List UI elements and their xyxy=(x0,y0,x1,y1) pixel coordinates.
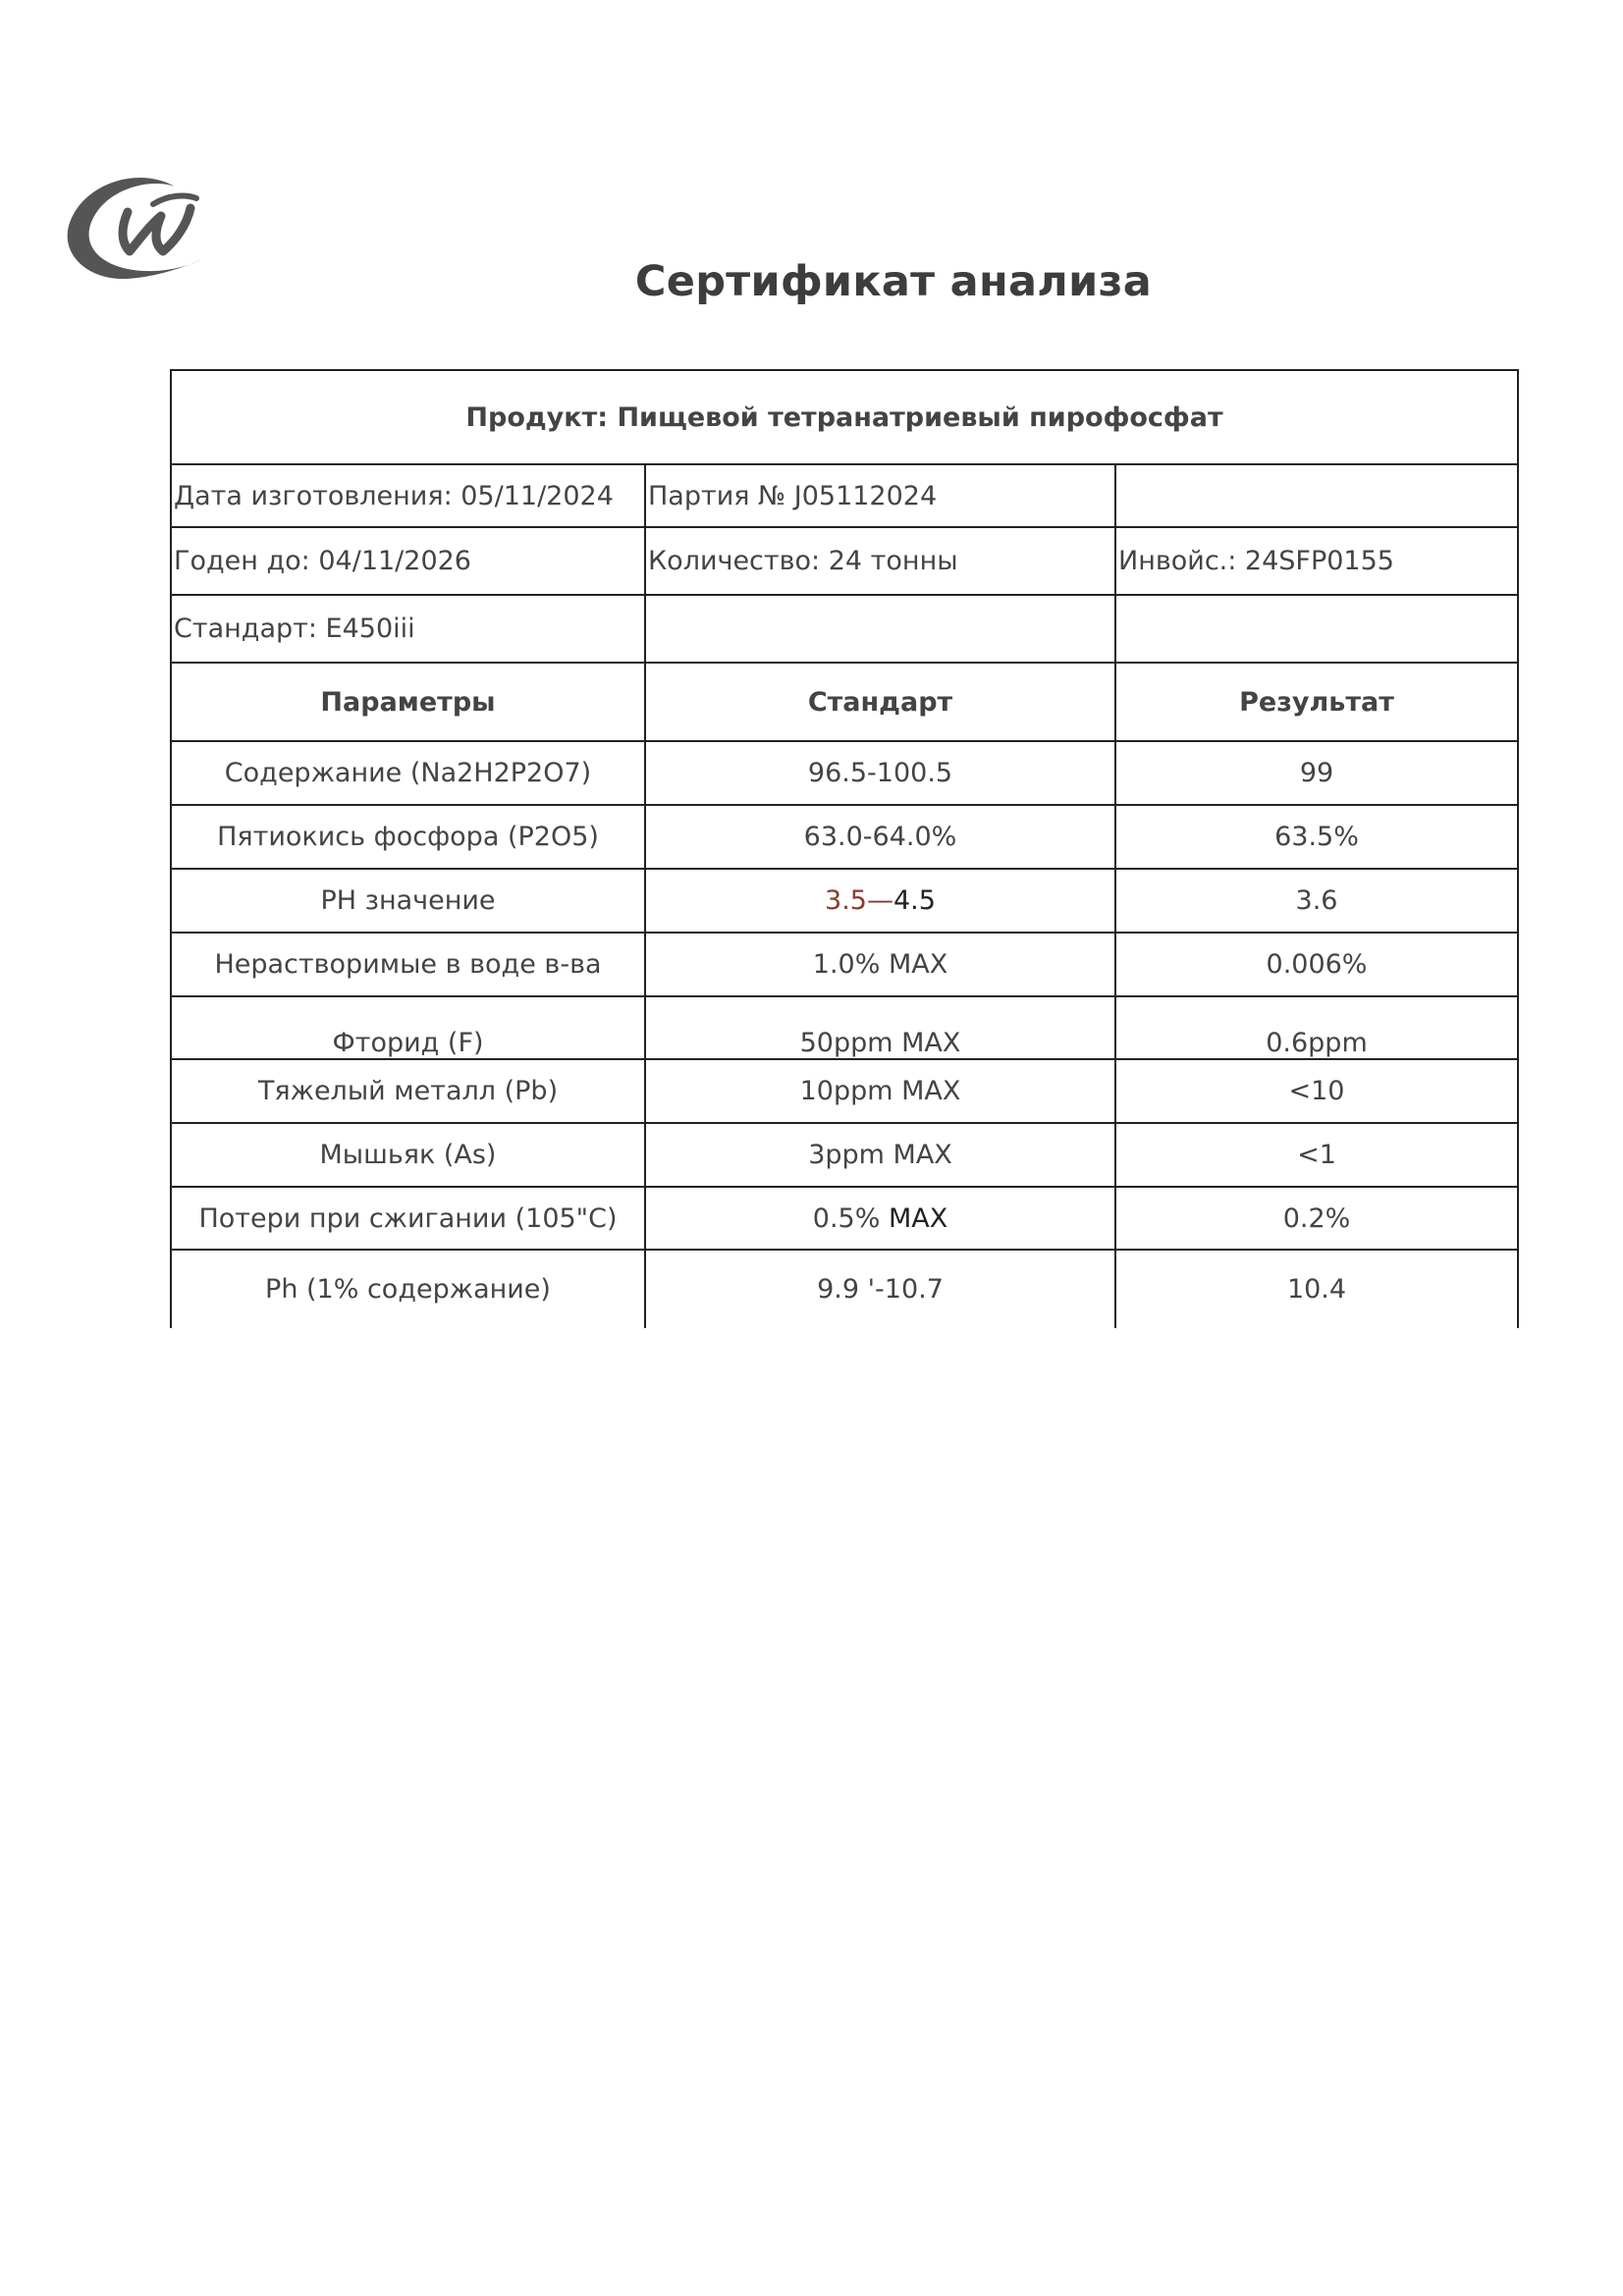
quantity: Количество: 24 тонны xyxy=(645,527,1115,595)
table-row xyxy=(171,1250,1518,1328)
result-value: 63.5% xyxy=(1115,805,1518,869)
info-row-3 xyxy=(171,595,1518,663)
standard-value xyxy=(645,869,1115,933)
parameter-name: Содержание (Na2H2P2O7) xyxy=(171,741,645,805)
empty-cell xyxy=(1115,595,1518,663)
result-value: 0.6ppm xyxy=(1115,996,1518,1059)
header-result: Результат xyxy=(1115,663,1518,741)
standard-max: 4.5 xyxy=(893,885,936,916)
table-row xyxy=(171,1123,1518,1187)
standard-max-label: MAX xyxy=(888,1202,948,1234)
table-row xyxy=(171,1187,1518,1250)
table-row xyxy=(171,741,1518,805)
parameter-name: Потери при сжигании (105"C) xyxy=(171,1187,645,1250)
table-row xyxy=(171,869,1518,933)
header-parameters: Параметры xyxy=(171,663,645,741)
expiry-date: Годен до: 04/11/2026 xyxy=(171,527,645,595)
standard-code: Стандарт: E450iii xyxy=(171,595,645,663)
parameter-name: Фторид (F) xyxy=(171,996,645,1059)
result-value: 0.006% xyxy=(1115,933,1518,996)
parameter-name: Нерастворимые в воде в-ва xyxy=(171,933,645,996)
parameter-name: Тяжелый металл (Pb) xyxy=(171,1059,645,1123)
standard-value xyxy=(645,1187,1115,1250)
result-value: 10.4 xyxy=(1115,1250,1518,1328)
result-value: 99 xyxy=(1115,741,1518,805)
result-value: <1 xyxy=(1115,1123,1518,1187)
result-value: 0.2% xyxy=(1115,1187,1518,1250)
standard-dash: — xyxy=(867,885,893,916)
product-row xyxy=(171,370,1518,464)
parameter-name: Мышьяк (As) xyxy=(171,1123,645,1187)
standard-value: 1.0% MAX xyxy=(645,933,1115,996)
table-row xyxy=(171,805,1518,869)
empty-cell xyxy=(645,595,1115,663)
result-value: <10 xyxy=(1115,1059,1518,1123)
table-row xyxy=(171,1059,1518,1123)
batch-number: Партия № J05112024 xyxy=(645,464,1115,527)
standard-value: 96.5-100.5 xyxy=(645,741,1115,805)
certificate-table xyxy=(170,369,1519,1328)
standard-min: 3.5 xyxy=(825,885,867,916)
header-row xyxy=(171,663,1518,741)
table-row xyxy=(171,996,1518,1059)
standard-value: 63.0-64.0% xyxy=(645,805,1115,869)
standard-percent: 0.5% xyxy=(812,1202,881,1234)
standard-value: 50ppm MAX xyxy=(645,996,1115,1059)
parameter-name: Ph (1% содержание) xyxy=(171,1250,645,1328)
empty-cell xyxy=(1115,464,1518,527)
parameter-name: Пятиокись фосфора (P2O5) xyxy=(171,805,645,869)
product-name: Продукт: Пищевой тетранатриевый пирофосфат xyxy=(171,370,1518,464)
info-row-1 xyxy=(171,464,1518,527)
standard-value: 10ppm MAX xyxy=(645,1059,1115,1123)
header-standard: Стандарт xyxy=(645,663,1115,741)
result-value: 3.6 xyxy=(1115,869,1518,933)
document-title: Сертификат анализа xyxy=(634,257,1153,306)
standard-value: 3ppm MAX xyxy=(645,1123,1115,1187)
table-row xyxy=(171,933,1518,996)
standard-value: 9.9 '-10.7 xyxy=(645,1250,1115,1328)
parameter-name: PH значение xyxy=(171,869,645,933)
info-row-2 xyxy=(171,527,1518,595)
manufacture-date: Дата изготовления: 05/11/2024 xyxy=(171,464,645,527)
invoice-number: Инвойс.: 24SFP0155 xyxy=(1115,527,1518,595)
